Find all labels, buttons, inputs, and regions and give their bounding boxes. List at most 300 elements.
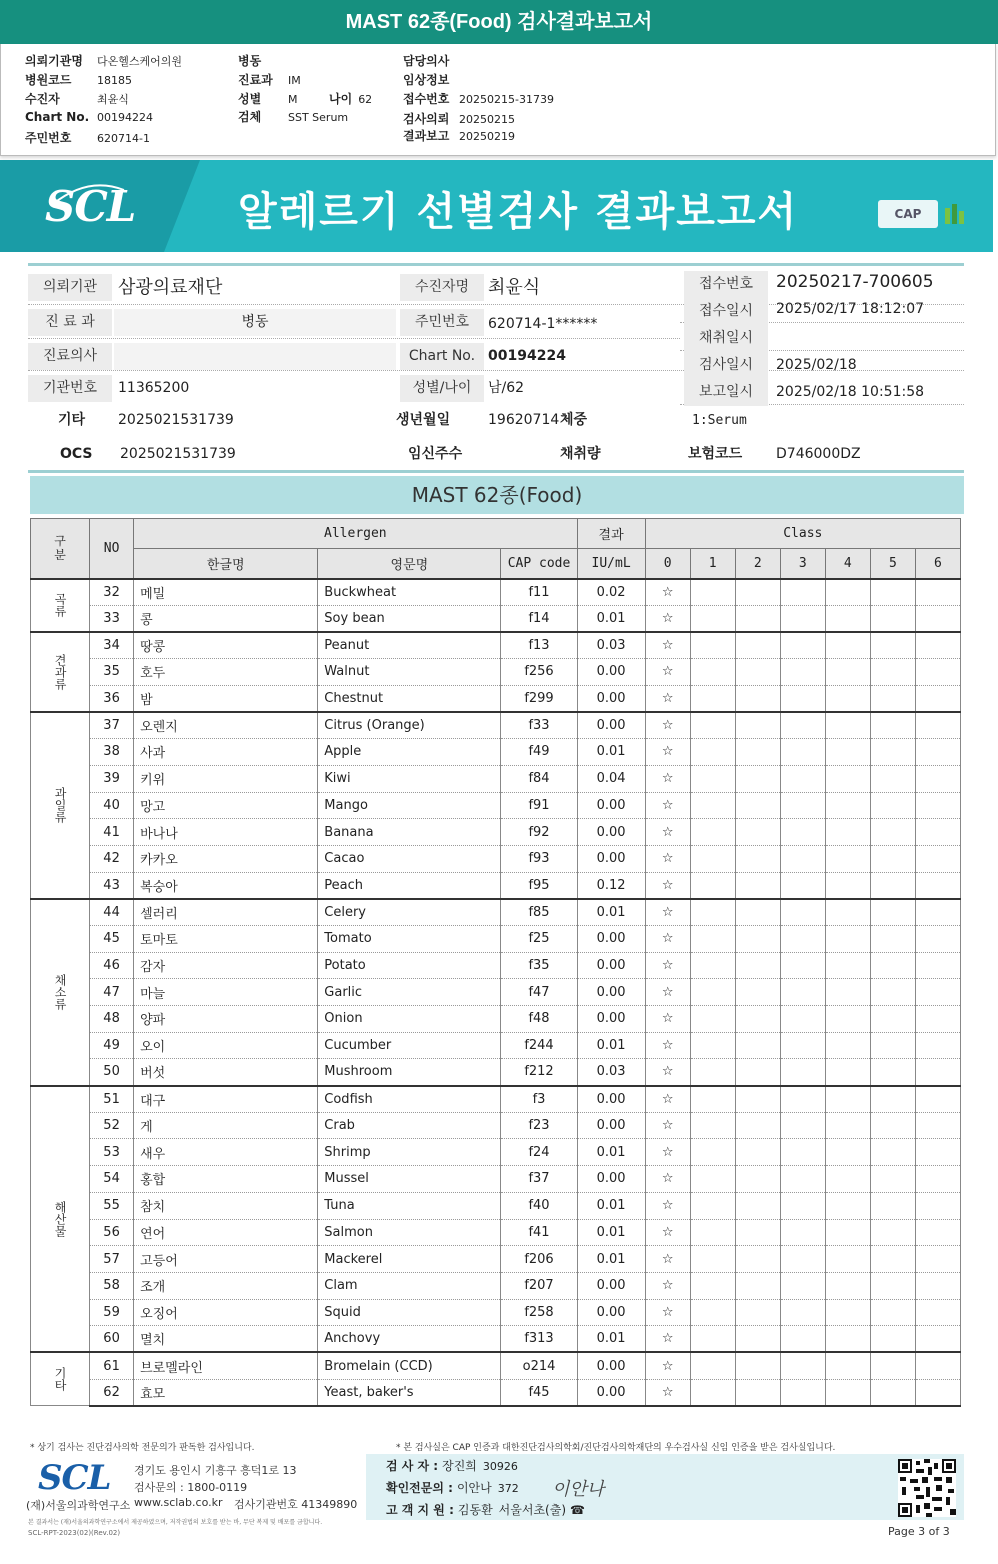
class-1-cell xyxy=(690,845,735,872)
class-5-cell xyxy=(870,1032,915,1059)
footer-form-code: SCL-RPT-2023(02)(Rev.02) xyxy=(28,1529,121,1537)
class-5-cell xyxy=(870,1006,915,1033)
class-1-cell xyxy=(690,979,735,1006)
row-result-value: 0.00 xyxy=(577,712,645,739)
row-cap-code: f45 xyxy=(501,1379,577,1406)
ward-value: 병동 xyxy=(114,309,396,336)
class-3-cell xyxy=(780,979,825,1006)
ocs-label: OCS xyxy=(60,446,93,462)
class-0-cell: ☆ xyxy=(645,712,690,739)
col-korean-header: 한글명 xyxy=(134,549,318,579)
row-english-name: Onion xyxy=(318,1006,501,1033)
col-result-header: 결과 xyxy=(577,519,645,549)
class-2-cell xyxy=(735,819,780,846)
tester-row: 검 사 자 : 장진희 30926 xyxy=(386,1459,518,1473)
row-korean-name: 양파 xyxy=(134,1006,318,1033)
class-2-cell xyxy=(735,1379,780,1406)
class-4-cell xyxy=(825,632,870,659)
row-english-name: Crab xyxy=(318,1112,501,1139)
class-4-cell xyxy=(825,872,870,899)
class-4-cell xyxy=(825,1166,870,1193)
group-label: 견과류 xyxy=(31,632,90,712)
row-korean-name: 망고 xyxy=(134,792,318,819)
collect-amount-label: 채취량 xyxy=(560,446,601,462)
top-sex: 성별 M xyxy=(238,92,298,106)
row-result-value: 0.00 xyxy=(577,979,645,1006)
class-0-cell: ☆ xyxy=(645,1139,690,1166)
row-no: 61 xyxy=(90,1352,134,1379)
row-no: 38 xyxy=(90,739,134,766)
table-row xyxy=(31,1032,961,1059)
row-no: 52 xyxy=(90,1112,134,1139)
row-result-value: 0.00 xyxy=(577,1352,645,1379)
report-top-title: MAST 62종(Food) 검사결과보고서 xyxy=(0,0,998,44)
class-2-cell xyxy=(735,979,780,1006)
class-1-cell xyxy=(690,1326,735,1353)
dept-label: 진 료 과 xyxy=(28,309,112,336)
row-cap-code: f49 xyxy=(501,739,577,766)
group-label: 해산물 xyxy=(31,1086,90,1353)
class-2-cell xyxy=(735,739,780,766)
table-row xyxy=(31,979,961,1006)
table-row xyxy=(31,712,961,739)
class-5-cell xyxy=(870,899,915,926)
class-2-cell xyxy=(735,1059,780,1086)
row-cap-code: f11 xyxy=(501,579,577,606)
class-3-cell xyxy=(780,1032,825,1059)
row-no: 58 xyxy=(90,1272,134,1299)
class-3-cell xyxy=(780,1246,825,1273)
group-label: 기타 xyxy=(31,1352,90,1405)
top-patient: 수진자 최윤식 xyxy=(25,92,129,106)
table-row xyxy=(31,605,961,632)
table-row xyxy=(31,1192,961,1219)
class-5-cell xyxy=(870,739,915,766)
class-4-cell xyxy=(825,792,870,819)
class-1-cell xyxy=(690,1112,735,1139)
class-1-cell xyxy=(690,899,735,926)
class-6-cell xyxy=(915,845,960,872)
row-no: 34 xyxy=(90,632,134,659)
footer-scl-logo: SCL xyxy=(38,1458,111,1498)
class-6-cell xyxy=(915,792,960,819)
class-4-cell xyxy=(825,1219,870,1246)
class-3-cell xyxy=(780,899,825,926)
class-3-cell xyxy=(780,1139,825,1166)
class-6-cell xyxy=(915,925,960,952)
name-value: 최윤식 xyxy=(488,277,541,298)
class-5-cell xyxy=(870,925,915,952)
specimen-value: 1:Serum xyxy=(692,413,747,428)
reception-date-label: 접수일시 xyxy=(684,298,768,325)
class-6-cell xyxy=(915,1272,960,1299)
class-1-cell xyxy=(690,952,735,979)
class-6-cell xyxy=(915,1006,960,1033)
class-0-cell: ☆ xyxy=(645,845,690,872)
row-result-value: 0.00 xyxy=(577,819,645,846)
row-korean-name: 감자 xyxy=(134,952,318,979)
row-result-value: 0.00 xyxy=(577,1166,645,1193)
test-date-value: 2025/02/18 xyxy=(776,357,857,373)
row-cap-code: f14 xyxy=(501,605,577,632)
row-korean-name: 토마토 xyxy=(134,925,318,952)
class-4-cell xyxy=(825,1032,870,1059)
row-english-name: Potato xyxy=(318,952,501,979)
top-report-date: 결과보고 20250219 xyxy=(403,129,515,143)
row-result-value: 0.01 xyxy=(577,1032,645,1059)
col-cap-header: CAP code xyxy=(501,549,577,579)
reception-date-value: 2025/02/17 18:12:07 xyxy=(776,301,925,317)
row-cap-code: f92 xyxy=(501,819,577,846)
row-result-value: 0.03 xyxy=(577,632,645,659)
row-korean-name: 효모 xyxy=(134,1379,318,1406)
row-korean-name: 버섯 xyxy=(134,1059,318,1086)
class-2-cell xyxy=(735,925,780,952)
class-0-cell: ☆ xyxy=(645,1379,690,1406)
test-date-label: 검사일시 xyxy=(684,352,768,379)
class-2-cell xyxy=(735,712,780,739)
logo-swoosh-icon xyxy=(48,182,128,212)
row-result-value: 0.00 xyxy=(577,1086,645,1113)
class-0-cell: ☆ xyxy=(645,1112,690,1139)
row-english-name: Mussel xyxy=(318,1166,501,1193)
row-korean-name: 마늘 xyxy=(134,979,318,1006)
row-korean-name: 바나나 xyxy=(134,819,318,846)
row-english-name: Kiwi xyxy=(318,765,501,792)
class-2-cell xyxy=(735,1272,780,1299)
class-2-cell xyxy=(735,1139,780,1166)
row-korean-name: 연어 xyxy=(134,1219,318,1246)
row-cap-code: f256 xyxy=(501,659,577,686)
report-title: 알레르기 선별검사 결과보고서 xyxy=(238,189,799,235)
class-0-cell: ☆ xyxy=(645,579,690,606)
table-row xyxy=(31,845,961,872)
row-no: 54 xyxy=(90,1166,134,1193)
row-cap-code: f258 xyxy=(501,1299,577,1326)
class-3-cell xyxy=(780,1059,825,1086)
row-english-name: Buckwheat xyxy=(318,579,501,606)
class-4-cell xyxy=(825,1379,870,1406)
class-2-cell xyxy=(735,845,780,872)
group-label: 곡류 xyxy=(31,579,90,632)
footer-inst-no: 검사기관번호 41349890 xyxy=(234,1498,358,1511)
row-korean-name: 조개 xyxy=(134,1272,318,1299)
row-korean-name: 사과 xyxy=(134,739,318,766)
row-cap-code: f212 xyxy=(501,1059,577,1086)
row-result-value: 0.03 xyxy=(577,1059,645,1086)
class-4-cell xyxy=(825,1299,870,1326)
class-0-cell: ☆ xyxy=(645,685,690,712)
class-5-cell xyxy=(870,1166,915,1193)
top-ward: 병동 xyxy=(238,54,262,68)
row-cap-code: f91 xyxy=(501,792,577,819)
row-no: 36 xyxy=(90,685,134,712)
top-specimen: 검체 SST Serum xyxy=(238,110,349,124)
class-4-cell xyxy=(825,1326,870,1353)
class-5-cell xyxy=(870,819,915,846)
row-english-name: Yeast, baker's xyxy=(318,1379,501,1406)
class-3-cell xyxy=(780,1192,825,1219)
class-4-cell xyxy=(825,899,870,926)
row-cap-code: f13 xyxy=(501,632,577,659)
row-cap-code: f47 xyxy=(501,979,577,1006)
class-2-cell xyxy=(735,1112,780,1139)
name-label: 수진자명 xyxy=(400,274,484,301)
class-2-cell xyxy=(735,1352,780,1379)
class-2-cell xyxy=(735,792,780,819)
class-3-cell xyxy=(780,739,825,766)
row-korean-name: 게 xyxy=(134,1112,318,1139)
class-6-cell xyxy=(915,1192,960,1219)
etc-label: 기타 xyxy=(58,412,86,428)
class-5-cell xyxy=(870,1352,915,1379)
inst-no-value: 11365200 xyxy=(118,380,190,396)
class-4-cell xyxy=(825,659,870,686)
chart-no-label: Chart No. xyxy=(400,343,484,370)
phone-icon: ☎ xyxy=(570,1503,585,1517)
class-4-cell xyxy=(825,1192,870,1219)
class-5-cell xyxy=(870,1326,915,1353)
row-english-name: Peach xyxy=(318,872,501,899)
class-0-cell: ☆ xyxy=(645,872,690,899)
class-4-cell xyxy=(825,685,870,712)
row-korean-name: 브로멜라인 xyxy=(134,1352,318,1379)
class-0-cell: ☆ xyxy=(645,899,690,926)
class-2-cell xyxy=(735,1166,780,1193)
row-korean-name: 셀러리 xyxy=(134,899,318,926)
row-no: 44 xyxy=(90,899,134,926)
row-cap-code: f85 xyxy=(501,899,577,926)
birth-value: 19620714 xyxy=(488,412,560,428)
class-1-cell xyxy=(690,739,735,766)
row-korean-name: 홍합 xyxy=(134,1166,318,1193)
class-4-cell xyxy=(825,1352,870,1379)
table-row xyxy=(31,1219,961,1246)
class-1-cell xyxy=(690,1219,735,1246)
row-cap-code: f35 xyxy=(501,952,577,979)
class-3-cell xyxy=(780,1352,825,1379)
class-2-cell xyxy=(735,1219,780,1246)
col-english-header: 영문명 xyxy=(318,549,501,579)
class-5-cell xyxy=(870,579,915,606)
class-2-cell xyxy=(735,1326,780,1353)
class-2-cell xyxy=(735,1086,780,1113)
row-english-name: Tuna xyxy=(318,1192,501,1219)
class-0-cell: ☆ xyxy=(645,605,690,632)
table-row xyxy=(31,1059,961,1086)
class-6-cell xyxy=(915,1032,960,1059)
class-3-cell xyxy=(780,1219,825,1246)
class-4-cell xyxy=(825,1246,870,1273)
class-1-cell xyxy=(690,712,735,739)
class-1-cell xyxy=(690,1032,735,1059)
row-cap-code: f299 xyxy=(501,685,577,712)
class-1-cell xyxy=(690,765,735,792)
row-no: 40 xyxy=(90,792,134,819)
row-english-name: Salmon xyxy=(318,1219,501,1246)
class-0-cell: ☆ xyxy=(645,979,690,1006)
class-5-cell xyxy=(870,685,915,712)
class-6-cell xyxy=(915,712,960,739)
class-6-cell xyxy=(915,872,960,899)
row-cap-code: f84 xyxy=(501,765,577,792)
col-no-header: NO xyxy=(90,519,134,579)
row-no: 42 xyxy=(90,845,134,872)
row-english-name: Squid xyxy=(318,1299,501,1326)
row-result-value: 0.00 xyxy=(577,1379,645,1406)
class-5-cell xyxy=(870,1219,915,1246)
class-2-cell xyxy=(735,1192,780,1219)
class-5-cell xyxy=(870,1059,915,1086)
class-5-cell xyxy=(870,845,915,872)
row-korean-name: 오이 xyxy=(134,1032,318,1059)
class-0-cell: ☆ xyxy=(645,819,690,846)
row-no: 51 xyxy=(90,1086,134,1113)
row-result-value: 0.00 xyxy=(577,792,645,819)
class-5-cell xyxy=(870,1272,915,1299)
class-1-header: 1 xyxy=(690,549,735,579)
row-result-value: 0.01 xyxy=(577,1219,645,1246)
row-english-name: Banana xyxy=(318,819,501,846)
row-cap-code: f3 xyxy=(501,1086,577,1113)
class-6-cell xyxy=(915,765,960,792)
weight-label: 체중 xyxy=(560,412,588,428)
row-result-value: 0.01 xyxy=(577,1192,645,1219)
table-row xyxy=(31,1352,961,1379)
footer-note-right: * 본 검사실은 CAP 인증과 대한진단검사의학회/진단검사의학재단의 우수검사실 신임 인증을 받은 검사실입니다. xyxy=(396,1443,836,1453)
table-row xyxy=(31,1379,961,1406)
class-2-cell xyxy=(735,872,780,899)
row-korean-name: 고등어 xyxy=(134,1246,318,1273)
class-1-cell xyxy=(690,925,735,952)
row-result-value: 0.12 xyxy=(577,872,645,899)
footer-address: 경기도 용인시 기흥구 흥덕1로 13 xyxy=(134,1464,297,1477)
row-cap-code: f40 xyxy=(501,1192,577,1219)
scl-logo: SCL xyxy=(45,182,136,231)
rrn-label: 주민번호 xyxy=(400,309,484,336)
class-3-cell xyxy=(780,1166,825,1193)
row-english-name: Apple xyxy=(318,739,501,766)
row-cap-code: f207 xyxy=(501,1272,577,1299)
class-2-cell xyxy=(735,1006,780,1033)
row-no: 47 xyxy=(90,979,134,1006)
table-row xyxy=(31,579,961,606)
row-cap-code: f244 xyxy=(501,1032,577,1059)
table-row xyxy=(31,1246,961,1273)
reception-no-label: 접수번호 xyxy=(684,271,768,298)
class-6-cell xyxy=(915,1299,960,1326)
class-1-cell xyxy=(690,872,735,899)
row-english-name: Clam xyxy=(318,1272,501,1299)
row-no: 50 xyxy=(90,1059,134,1086)
class-6-cell xyxy=(915,899,960,926)
row-result-value: 0.00 xyxy=(577,659,645,686)
row-result-value: 0.01 xyxy=(577,605,645,632)
table-row xyxy=(31,1166,961,1193)
class-1-cell xyxy=(690,1352,735,1379)
row-result-value: 0.00 xyxy=(577,685,645,712)
top-chart-no: Chart No. 00194224 xyxy=(25,110,153,124)
rrn-value: 620714-1****** xyxy=(488,316,598,332)
insurance-value: D746000DZ xyxy=(776,446,861,462)
class-5-cell xyxy=(870,1139,915,1166)
group-label: 과일류 xyxy=(31,712,90,899)
class-3-cell xyxy=(780,1272,825,1299)
class-5-cell xyxy=(870,979,915,1006)
doctor-label: 진료의사 xyxy=(28,343,112,370)
etc-value: 2025021531739 xyxy=(118,412,234,428)
qr-code-icon xyxy=(898,1459,956,1517)
insurance-label: 보험코드 xyxy=(688,446,743,462)
class-1-cell xyxy=(690,1192,735,1219)
row-korean-name: 콩 xyxy=(134,605,318,632)
class-1-cell xyxy=(690,792,735,819)
table-row xyxy=(31,1326,961,1353)
top-doctor: 담당의사 xyxy=(403,54,450,68)
table-row xyxy=(31,1006,961,1033)
table-row xyxy=(31,632,961,659)
lab-accreditation-icon xyxy=(944,202,966,226)
class-0-cell: ☆ xyxy=(645,1192,690,1219)
class-3-cell xyxy=(780,952,825,979)
class-5-cell xyxy=(870,952,915,979)
class-6-cell xyxy=(915,1352,960,1379)
class-3-header: 3 xyxy=(780,549,825,579)
class-0-header: 0 xyxy=(645,549,690,579)
class-4-cell xyxy=(825,979,870,1006)
table-row xyxy=(31,765,961,792)
confirmer-signature: 이안나 xyxy=(552,1479,605,1500)
row-no: 49 xyxy=(90,1032,134,1059)
row-cap-code: f37 xyxy=(501,1166,577,1193)
table-row xyxy=(31,1112,961,1139)
class-6-cell xyxy=(915,579,960,606)
class-6-cell xyxy=(915,1326,960,1353)
row-no: 62 xyxy=(90,1379,134,1406)
class-1-cell xyxy=(690,1299,735,1326)
class-3-cell xyxy=(780,819,825,846)
class-2-cell xyxy=(735,632,780,659)
class-6-cell xyxy=(915,685,960,712)
row-no: 56 xyxy=(90,1219,134,1246)
row-cap-code: f206 xyxy=(501,1246,577,1273)
class-4-cell xyxy=(825,1086,870,1113)
class-0-cell: ☆ xyxy=(645,1219,690,1246)
class-3-cell xyxy=(780,1086,825,1113)
footer-note-left: * 상기 검사는 진단검사의학 전문의가 판독한 검사입니다. xyxy=(30,1443,255,1453)
col-allergen-header: Allergen xyxy=(134,519,577,549)
class-4-cell xyxy=(825,1112,870,1139)
class-1-cell xyxy=(690,659,735,686)
class-4-cell xyxy=(825,1139,870,1166)
class-5-cell xyxy=(870,1086,915,1113)
class-3-cell xyxy=(780,632,825,659)
class-1-cell xyxy=(690,1379,735,1406)
row-english-name: Garlic xyxy=(318,979,501,1006)
row-result-value: 0.00 xyxy=(577,1112,645,1139)
class-2-cell xyxy=(735,685,780,712)
institution-label: 의뢰기관 xyxy=(28,274,112,301)
col-group-header: 구분 xyxy=(31,519,90,579)
row-cap-code: f48 xyxy=(501,1006,577,1033)
class-6-cell xyxy=(915,819,960,846)
ocs-value: 2025021531739 xyxy=(120,446,236,462)
class-1-cell xyxy=(690,1059,735,1086)
class-4-cell xyxy=(825,739,870,766)
class-1-cell xyxy=(690,1006,735,1033)
class-2-cell xyxy=(735,659,780,686)
class-2-cell xyxy=(735,605,780,632)
